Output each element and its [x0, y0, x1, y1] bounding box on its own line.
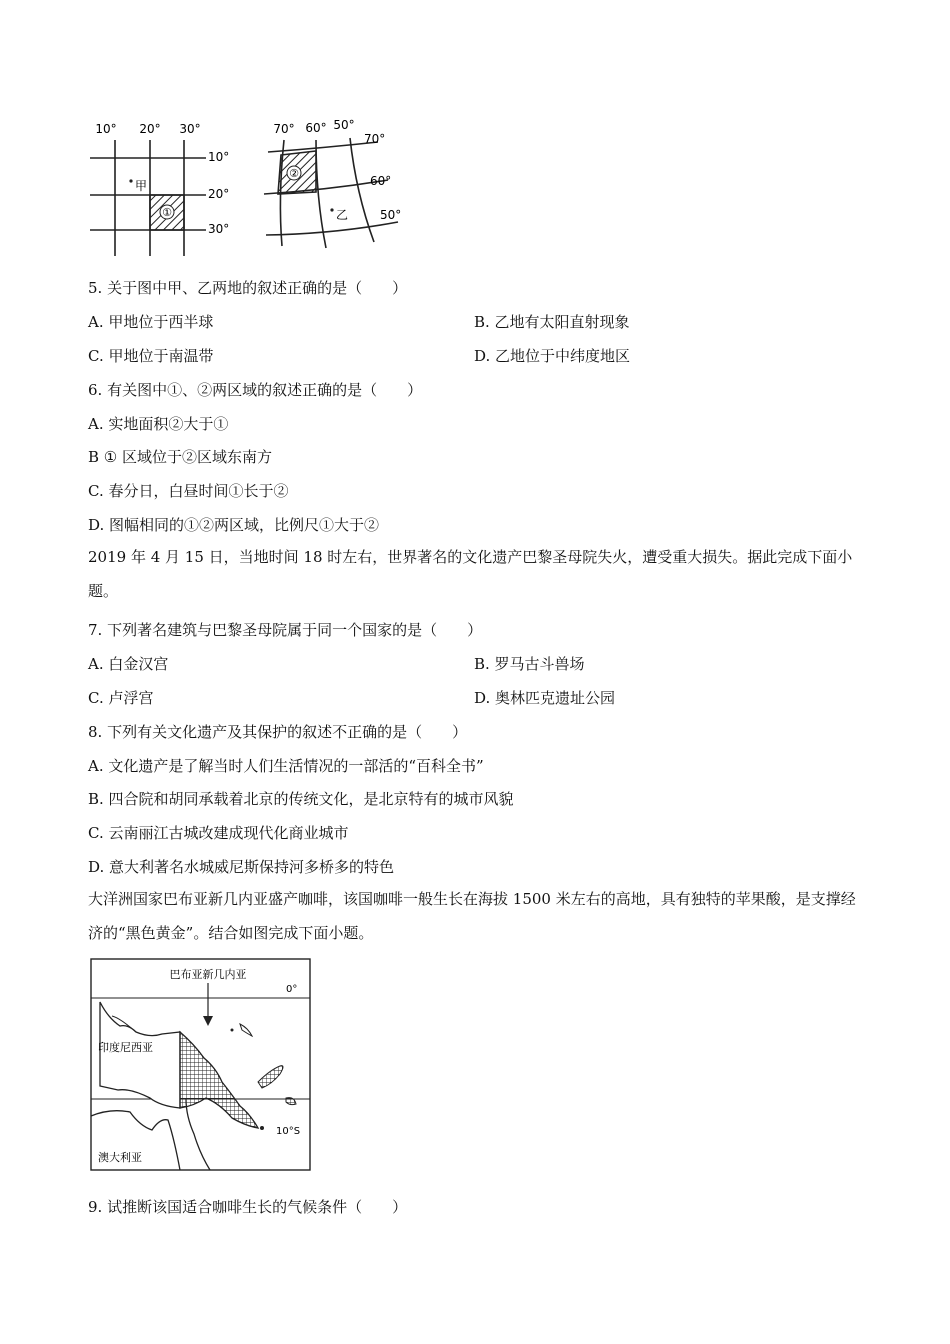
q9-stem: 9. 试推断该国适合咖啡生长的气候条件（ ）: [88, 1198, 408, 1216]
q6-option-c: C. 春分日，白昼时间①长于②: [88, 482, 289, 500]
lat-label: 70°: [364, 132, 386, 146]
q8-option-a: A. 文化遗产是了解当时人们生活情况的一部活的“百科全书”: [88, 757, 484, 775]
q7-option-d: D. 奥林匹克遗址公园: [474, 689, 616, 707]
q6-stem: 6. 有关图中①、②两区域的叙述正确的是（ ）: [88, 381, 423, 399]
lat-label: 10°: [208, 150, 230, 164]
q5-option-a: A. 甲地位于西半球: [88, 313, 214, 331]
q7-option-c: C. 卢浮宫: [88, 689, 154, 707]
q8-option-c: C. 云南丽江古城改建成现代化商业城市: [88, 824, 349, 842]
map-lat-10s: 10°S: [276, 1126, 301, 1137]
place-yi: 乙: [336, 208, 349, 222]
map-label-indonesia: 印度尼西亚: [98, 1041, 153, 1054]
lat-label: 50°: [380, 208, 402, 222]
region-2-label: ②: [289, 167, 299, 180]
q5-option-d: D. 乙地位于中纬度地区: [474, 347, 631, 365]
map-lat-0: 0°: [286, 984, 298, 995]
q5-option-b: B. 乙地有太阳直射现象: [474, 313, 630, 331]
right-grid: [264, 118, 401, 248]
q6-option-a: A. 实地面积②大于①: [88, 415, 229, 433]
lon-label: 30°: [179, 122, 201, 136]
intro-papua-coffee: 大洋洲国家巴布亚新几内亚盛产咖啡，该国咖啡一般生长在海拔 1500 米左右的高地，具有独特的苹果酸，是支撑经济的“黑色黄金”。结合如图完成下面小题。: [88, 890, 856, 942]
intro-notre-dame: 2019 年 4 月 15 日，当地时间 18 时左右，世界著名的文化遗产巴黎圣母院失火，遭受重大损失。据此完成下面小题。: [88, 548, 853, 600]
lat-label: 20°: [208, 187, 230, 201]
lon-label: 60°: [305, 121, 327, 135]
q5-stem: 5. 关于图中甲、乙两地的叙述正确的是（ ）: [88, 279, 408, 297]
q8-option-b: B. 四合院和胡同承载着北京的传统文化，是北京特有的城市风貌: [88, 790, 514, 808]
q7-option-a: A. 白金汉宫: [88, 655, 169, 673]
lat-label: 60°: [370, 174, 392, 188]
papua-map: [90, 958, 312, 1172]
region-1-label: ①: [162, 206, 172, 219]
place-jia: 甲: [135, 179, 148, 193]
q6-option-d: D. 图幅相同的①②两区域，比例尺①大于②: [88, 516, 380, 534]
q7-stem: 7. 下列著名建筑与巴黎圣母院属于同一个国家的是（ ）: [88, 621, 483, 639]
q8-stem: 8. 下列有关文化遗产及其保护的叙述不正确的是（ ）: [88, 723, 468, 741]
graticule-figure: [88, 118, 418, 260]
left-grid: [90, 122, 229, 256]
lat-label: 30°: [208, 222, 230, 236]
q7-option-b: B. 罗马古斗兽场: [474, 655, 585, 673]
map-label-australia: 澳大利亚: [98, 1151, 142, 1164]
q8-option-d: D. 意大利著名水城威尼斯保持河多桥多的特色: [88, 858, 395, 876]
lon-label: 50°: [333, 118, 355, 132]
lon-label: 20°: [139, 122, 161, 136]
lon-label: 10°: [95, 122, 117, 136]
map-label-country: 巴布亚新几内亚: [169, 968, 247, 981]
q5-option-c: C. 甲地位于南温带: [88, 347, 214, 365]
q6-option-b: B ① 区域位于②区域东南方: [88, 448, 273, 466]
lon-label: 70°: [273, 122, 295, 136]
